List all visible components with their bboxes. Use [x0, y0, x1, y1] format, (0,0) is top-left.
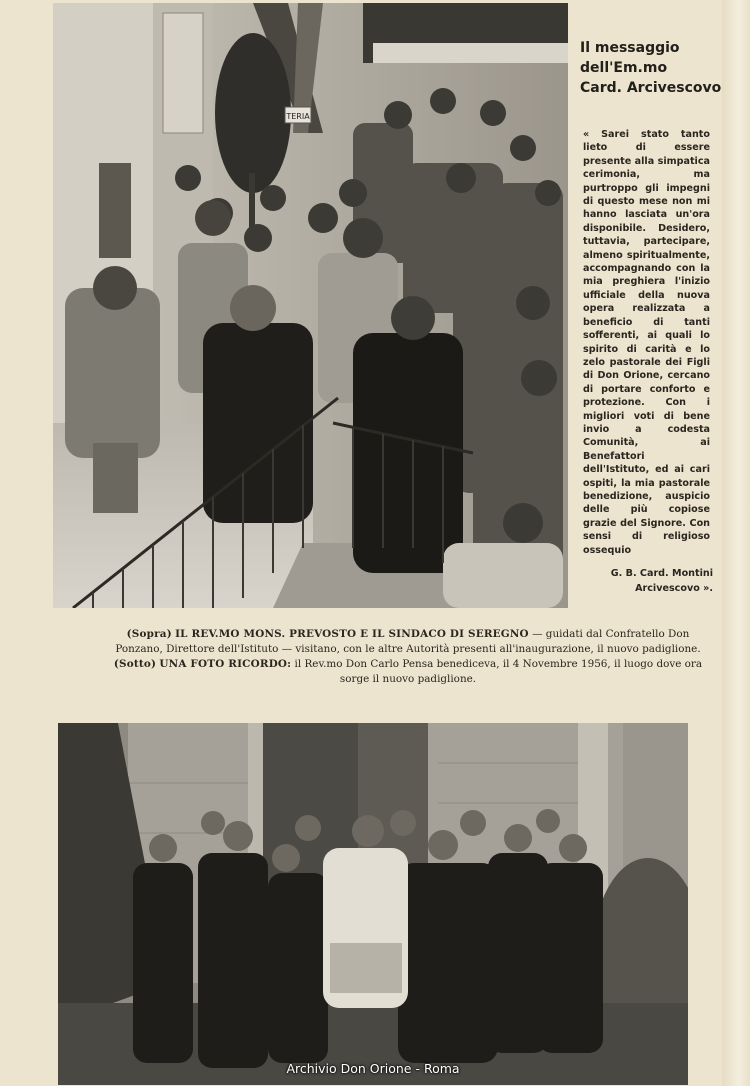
message-body: « Sarei stato tanto lieto di essere presente alla simpatica cerimonia, ma purtroppo gli impegni di questo mese non mi hanno lasciata un'ora disponibile. Desidero, tuttavia, partecipare, almeno spiritualmente, accompagnando con la mia preghiera l'inizio ufficiale della nuova opera realizzata a beneficio di tanti sofferenti, ai quali lo spirito di carità e lo zelo pastorale dei Figli di Don Orione, cercano di portare conforto e protezione. Con i migliori voti di bene invio a codesta Comunità, ai Benefattori dell'Istituto, ed ai cari ospiti, la mia pastorale benedizione, auspicio delle più copiose grazie del Signore. Con sensi di religioso ossequio [583, 129, 710, 556]
caption-bottom [108, 657, 708, 687]
caption-top-text: — guidati dal Confratello Don Ponzano, Direttore dell'Istituto — visitano, con le altre Autorità presenti all'inaugurazione, il nuovo padiglione. [115, 628, 701, 655]
top-photo [53, 3, 568, 608]
archive-watermark: Archivio Don Orione - Roma [286, 1061, 460, 1076]
caption-top [108, 627, 708, 657]
signature-role: Arcivescovo ». [635, 583, 713, 594]
photo-captions [108, 627, 708, 687]
message-title-line-2: dell'Em.mo [580, 60, 668, 76]
message-signature [583, 566, 713, 596]
caption-top-heading: IL REV.MO MONS. PREVOSTO E IL SINDACO DI SEREGNO [175, 628, 529, 640]
bottom-photo [58, 723, 688, 1085]
caption-bottom-label: (Sotto) [113, 658, 157, 670]
page-edge [722, 0, 750, 1086]
caption-bottom-heading: UNA FOTO RICORDO: [159, 658, 292, 670]
message-title-line-3: Card. Arcivescovo [580, 80, 722, 96]
top-photo-drawing [53, 3, 568, 608]
message-title-line-1: Il messaggio [580, 40, 680, 56]
signature-name: G. B. Card. Montini [610, 568, 713, 579]
door-sign-text: TERIA [286, 112, 310, 121]
message-title [580, 38, 722, 98]
caption-top-label: (Sopra) [126, 628, 172, 640]
caption-bottom-text: il Rev.mo Don Carlo Pensa benediceva, il 4 Novembre 1956, il luogo dove ora sorge il nuovo padiglione. [291, 658, 703, 685]
bottom-photo-drawing [58, 723, 688, 1085]
